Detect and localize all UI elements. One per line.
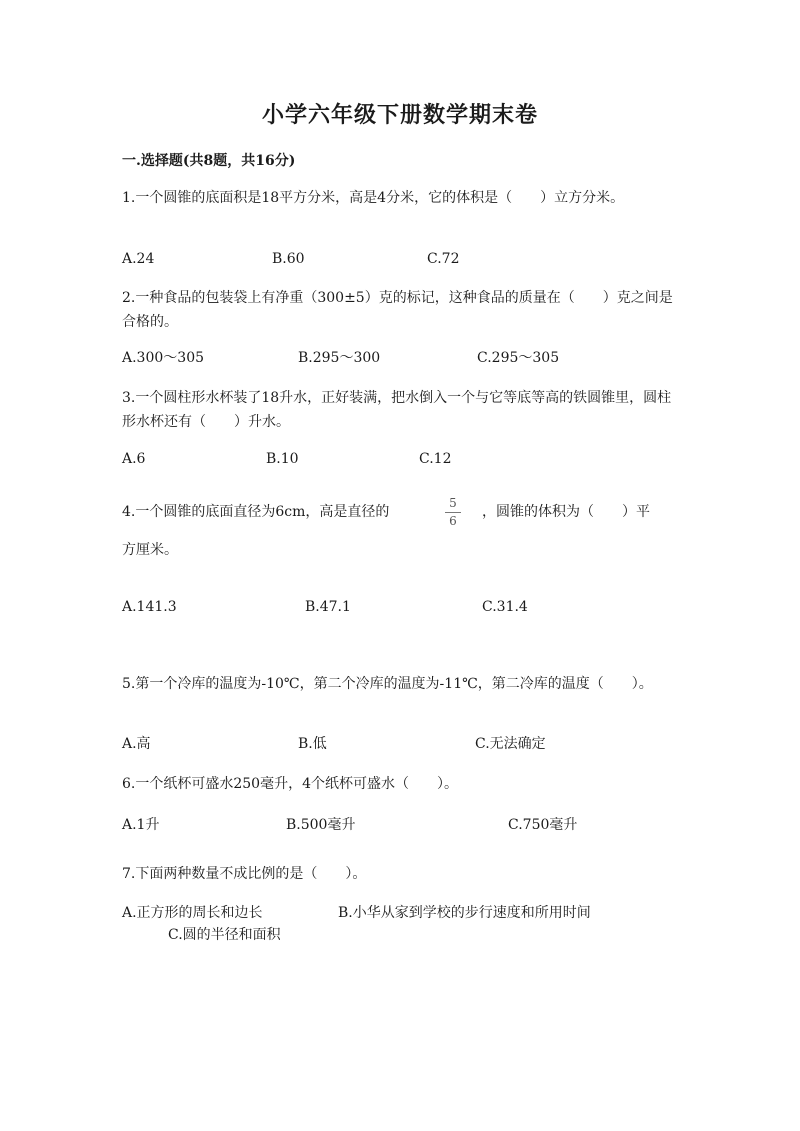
q4-option-b[interactable]: B.47.1 (305, 599, 351, 615)
q3-option-c[interactable]: C.12 (419, 451, 452, 467)
q7-option-c[interactable]: C.圆的半径和面积 (168, 927, 281, 943)
page-title: 小学六年级下册数学期末卷 (261, 102, 538, 128)
question-3: 3.一个圆柱形水杯装了18升水，正好装满，把水倒入一个与它等底等高的铁圆锥里，圆柱形水杯还有（ ）升水。 (122, 390, 672, 430)
q1-option-b[interactable]: B.60 (272, 251, 305, 267)
q5-option-a[interactable]: A.高 (122, 736, 151, 752)
q2-option-a[interactable]: A.300～305 (122, 350, 205, 366)
q1-option-a[interactable]: A.24 (122, 251, 155, 267)
q6-option-b[interactable]: B.500毫升 (286, 817, 356, 833)
q6-option-a[interactable]: A.1升 (122, 817, 160, 833)
q3-option-a[interactable]: A.6 (122, 451, 146, 467)
question-7: 7.下面两种数量不成比例的是（ ）。 (122, 866, 367, 882)
q5-option-c[interactable]: C.无法确定 (475, 736, 546, 752)
question-6: 6.一个纸杯可盛水250毫升，4个纸杯可盛水（ ）。 (122, 776, 458, 792)
question-5: 5.第一个冷库的温度为-10℃，第二个冷库的温度为-11℃，第二冷库的温度（ ）。 (122, 676, 653, 692)
q2-option-c[interactable]: C.295～305 (477, 350, 560, 366)
fraction-denominator: 6 (449, 514, 457, 528)
question-4-text-before: 4.一个圆锥的底面直径为6cm，高是直径的 (122, 504, 390, 520)
fraction-numerator: 5 (449, 496, 457, 510)
question-4-text-after: ，圆锥的体积为（ ）平 (482, 504, 650, 520)
fraction-bar (445, 512, 461, 513)
question-1: 1.一个圆锥的底面积是18平方分米，高是4分米，它的体积是（ ）立方分米。 (122, 190, 625, 206)
q4-option-a[interactable]: A.141.3 (122, 599, 177, 615)
q7-option-b[interactable]: B.小华从家到学校的步行速度和所用时间 (338, 905, 591, 921)
q5-option-b[interactable]: B.低 (298, 736, 327, 752)
q2-option-b[interactable]: B.295～300 (298, 350, 381, 366)
question-4-text-line2: 方厘米。 (122, 542, 178, 558)
q1-option-c[interactable]: C.72 (427, 251, 460, 267)
q6-option-c[interactable]: C.750毫升 (508, 817, 578, 833)
q3-option-b[interactable]: B.10 (266, 451, 299, 467)
section-heading: 一.选择题(共8题，共16分) (122, 153, 296, 169)
q7-option-a[interactable]: A.正方形的周长和边长 (122, 905, 263, 921)
q4-option-c[interactable]: C.31.4 (482, 599, 528, 615)
question-2: 2.一种食品的包装袋上有净重（300±5）克的标记，这种食品的质量在（ ）克之间是合格的。 (122, 290, 673, 330)
fraction-five-sixths (445, 496, 461, 529)
